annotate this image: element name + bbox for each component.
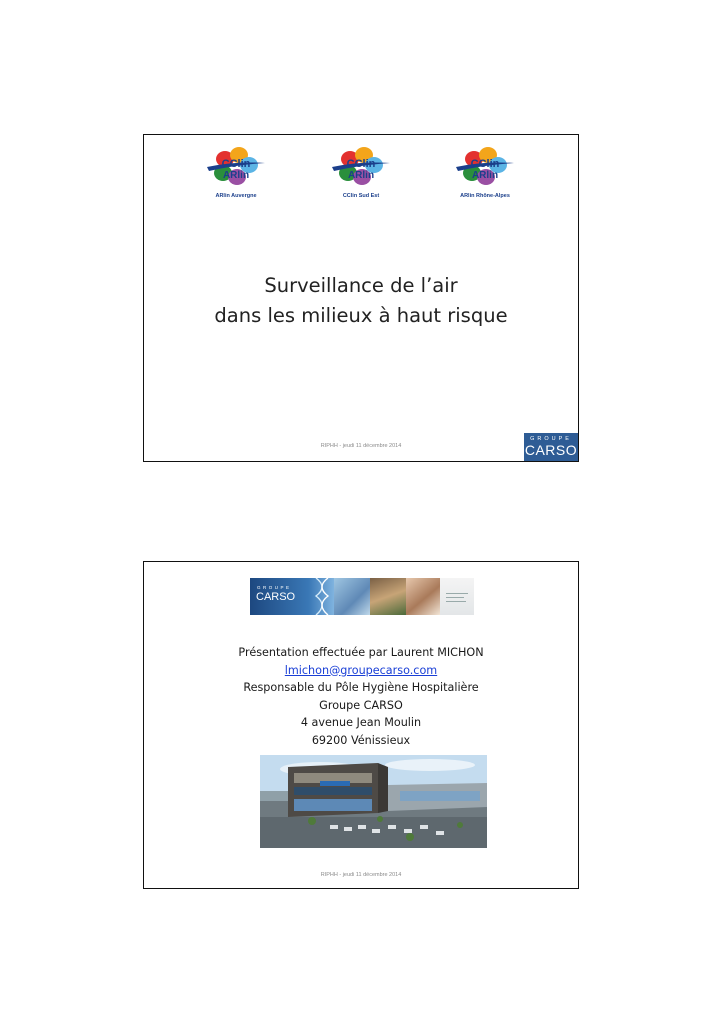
title-line-1: Surveillance de l’air	[264, 274, 458, 297]
presenter-info	[144, 644, 578, 749]
banner-photo-text-panel	[440, 578, 474, 615]
banner-photo-lab	[334, 578, 370, 615]
slide-presenter	[143, 561, 579, 889]
carso-logo-groupe: GROUPE	[530, 436, 572, 442]
banner-photo-food	[370, 578, 406, 615]
cclin-logo-sud-est	[330, 145, 392, 201]
svg-text:CClin: CClin	[221, 158, 251, 170]
svg-text:CClin: CClin	[470, 158, 500, 170]
slide-footer: RIPHH - jeudi 11 décembre 2014	[320, 443, 402, 449]
carso-logo	[524, 433, 578, 461]
logo-caption: ARlin Auvergne	[215, 193, 257, 199]
address-line: 4 avenue Jean Moulin	[300, 716, 422, 729]
svg-text:ARlin: ARlin	[471, 170, 499, 181]
banner-photo-woman-drinking	[406, 578, 440, 615]
carso-banner	[250, 578, 474, 615]
building-photo	[260, 755, 487, 848]
slide-footer: RIPHH - jeudi 11 décembre 2014	[320, 872, 402, 878]
org-line: Groupe CARSO	[319, 698, 403, 712]
slide-title	[143, 134, 579, 462]
dna-helix-icon	[312, 578, 332, 615]
svg-text:ARlin: ARlin	[347, 170, 375, 181]
banner-carso-text: CARSO	[256, 591, 296, 603]
carso-banner-logo	[250, 578, 334, 615]
cclin-flower-icon	[454, 145, 516, 193]
cclin-flower-icon	[330, 145, 392, 193]
svg-text:ARlin: ARlin	[222, 170, 250, 181]
presenter-line: Présentation effectuée par Laurent MICHON	[238, 646, 484, 659]
svg-text:CClin: CClin	[346, 158, 376, 170]
building-illustration	[260, 755, 487, 848]
city-line: 69200 Vénissieux	[311, 733, 411, 747]
cclin-logo-auvergne	[205, 145, 267, 201]
role-line: Responsable du Pôle Hygiène Hospitalière	[243, 681, 479, 694]
banner-groupe-text: GROUPE	[257, 585, 292, 590]
slide-title-text	[144, 271, 578, 331]
logo-caption: ARlin Rhône-Alpes	[460, 193, 510, 199]
cclin-logo-rhone-alpes	[454, 145, 516, 201]
email-link[interactable]: lmichon@groupecarso.com	[284, 663, 438, 677]
partner-logos	[144, 145, 578, 201]
carso-logo-name: CARSO	[524, 442, 578, 458]
logo-caption: CClin Sud Est	[342, 193, 380, 199]
cclin-flower-icon	[205, 145, 267, 193]
title-line-2: dans les milieux à haut risque	[214, 304, 508, 327]
